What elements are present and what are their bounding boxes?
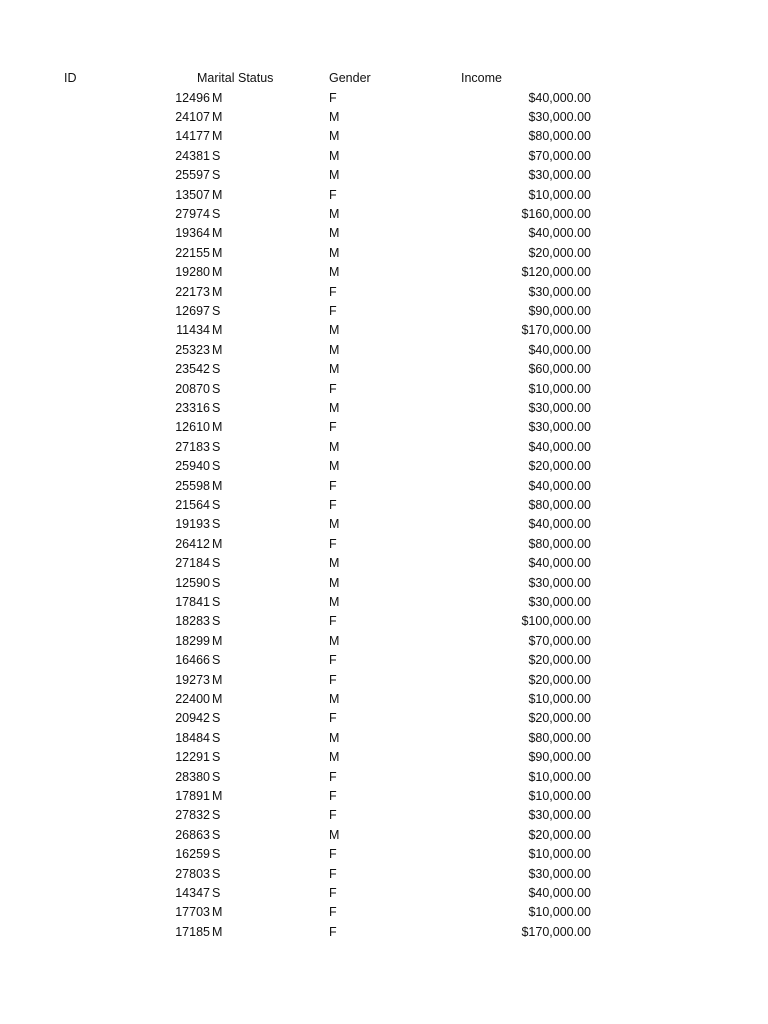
cell-id[interactable]: 26863	[175, 827, 210, 842]
table-row	[0, 321, 768, 340]
cell-gender[interactable]: F	[329, 866, 337, 881]
table-row	[0, 651, 768, 670]
cell-income[interactable]: $100,000.00	[521, 614, 591, 629]
table-row	[0, 729, 768, 748]
cell-gender[interactable]: F	[329, 303, 337, 318]
cell-gender[interactable]: M	[329, 400, 340, 415]
table-row	[0, 612, 768, 631]
cell-id[interactable]: 28380	[175, 769, 210, 784]
cell-income[interactable]: $40,000.00	[528, 556, 591, 571]
cell-id[interactable]: 13507	[175, 187, 210, 202]
cell-income[interactable]: $10,000.00	[528, 381, 591, 396]
cell-gender[interactable]: M	[329, 129, 340, 144]
table-row	[0, 127, 768, 146]
cell-marital-status[interactable]: M	[212, 226, 223, 241]
table-row	[0, 457, 768, 476]
cell-id[interactable]: 19280	[175, 265, 210, 280]
cell-id[interactable]: 22155	[175, 245, 210, 260]
header-gender[interactable]: Gender	[329, 71, 371, 85]
cell-income[interactable]: $40,000.00	[528, 90, 591, 105]
header-income[interactable]: Income	[461, 71, 502, 85]
cell-marital-status[interactable]: M	[212, 478, 223, 493]
cell-gender[interactable]: M	[329, 323, 340, 338]
cell-gender[interactable]: F	[329, 847, 337, 862]
cell-marital-status[interactable]: S	[212, 303, 221, 318]
cell-marital-status[interactable]: M	[212, 342, 223, 357]
cell-gender[interactable]: F	[329, 187, 337, 202]
cell-gender[interactable]: F	[329, 885, 337, 900]
cell-id[interactable]: 25323	[175, 342, 210, 357]
cell-income[interactable]: $20,000.00	[528, 711, 591, 726]
cell-id[interactable]: 17841	[175, 594, 210, 609]
table-row	[0, 690, 768, 709]
table-row	[0, 787, 768, 806]
cell-marital-status[interactable]: S	[212, 459, 221, 474]
cell-marital-status[interactable]: M	[212, 788, 223, 803]
cell-marital-status[interactable]: S	[212, 847, 221, 862]
cell-income[interactable]: $30,000.00	[528, 420, 591, 435]
cell-income[interactable]: $10,000.00	[528, 691, 591, 706]
table-row	[0, 477, 768, 496]
cell-gender[interactable]: M	[329, 750, 340, 765]
table-row	[0, 302, 768, 321]
table-row	[0, 108, 768, 127]
cell-id[interactable]: 24107	[175, 109, 210, 124]
table-row	[0, 244, 768, 263]
cell-marital-status[interactable]: M	[212, 536, 223, 551]
cell-id[interactable]: 27832	[175, 808, 210, 823]
cell-income[interactable]: $20,000.00	[528, 459, 591, 474]
table-row	[0, 496, 768, 515]
cell-marital-status[interactable]: S	[212, 808, 221, 823]
cell-marital-status[interactable]: S	[212, 730, 221, 745]
cell-income[interactable]: $160,000.00	[521, 206, 591, 221]
table-row	[0, 593, 768, 612]
cell-income[interactable]: $90,000.00	[528, 303, 591, 318]
table-row	[0, 399, 768, 418]
cell-marital-status[interactable]: S	[212, 827, 221, 842]
cell-income[interactable]: $70,000.00	[528, 148, 591, 163]
table-row	[0, 632, 768, 651]
cell-marital-status[interactable]: S	[212, 556, 221, 571]
cell-income[interactable]: $120,000.00	[521, 265, 591, 280]
header-marital-status[interactable]: Marital Status	[197, 71, 274, 85]
cell-id[interactable]: 26412	[175, 536, 210, 551]
cell-gender[interactable]: M	[329, 206, 340, 221]
cell-income[interactable]: $80,000.00	[528, 497, 591, 512]
cell-income[interactable]: $60,000.00	[528, 362, 591, 377]
cell-id[interactable]: 12697	[175, 303, 210, 318]
table-row	[0, 224, 768, 243]
cell-income[interactable]: $40,000.00	[528, 885, 591, 900]
table-row	[0, 438, 768, 457]
cell-marital-status[interactable]: S	[212, 711, 221, 726]
cell-gender[interactable]: M	[329, 459, 340, 474]
cell-gender[interactable]: M	[329, 109, 340, 124]
table-row	[0, 671, 768, 690]
table-row	[0, 535, 768, 554]
cell-income[interactable]: $30,000.00	[528, 866, 591, 881]
cell-id[interactable]: 27803	[175, 866, 210, 881]
cell-id[interactable]: 16466	[175, 653, 210, 668]
cell-gender[interactable]: F	[329, 769, 337, 784]
cell-id[interactable]: 17703	[175, 905, 210, 920]
table-row	[0, 341, 768, 360]
table-row	[0, 574, 768, 593]
cell-marital-status[interactable]: M	[212, 924, 223, 939]
cell-gender[interactable]: F	[329, 788, 337, 803]
cell-gender[interactable]: F	[329, 924, 337, 939]
cell-gender[interactable]: M	[329, 575, 340, 590]
cell-income[interactable]: $40,000.00	[528, 226, 591, 241]
cell-income[interactable]: $10,000.00	[528, 187, 591, 202]
cell-marital-status[interactable]: M	[212, 129, 223, 144]
cell-id[interactable]: 19193	[175, 517, 210, 532]
cell-marital-status[interactable]: M	[212, 284, 223, 299]
cell-income[interactable]: $80,000.00	[528, 536, 591, 551]
cell-marital-status[interactable]: S	[212, 517, 221, 532]
cell-marital-status[interactable]: M	[212, 633, 223, 648]
table-row	[0, 806, 768, 825]
table-row	[0, 147, 768, 166]
cell-marital-status[interactable]: S	[212, 866, 221, 881]
table-row	[0, 884, 768, 903]
cell-income[interactable]: $170,000.00	[521, 323, 591, 338]
cell-id[interactable]: 27974	[175, 206, 210, 221]
cell-income[interactable]: $30,000.00	[528, 594, 591, 609]
cell-gender[interactable]: M	[329, 691, 340, 706]
cell-income[interactable]: $20,000.00	[528, 653, 591, 668]
cell-gender[interactable]: F	[329, 420, 337, 435]
cell-income[interactable]: $30,000.00	[528, 168, 591, 183]
cell-marital-status[interactable]: M	[212, 672, 223, 687]
table-row	[0, 186, 768, 205]
cell-marital-status[interactable]: S	[212, 653, 221, 668]
cell-id[interactable]: 20942	[175, 711, 210, 726]
cell-id[interactable]: 20870	[175, 381, 210, 396]
cell-gender[interactable]: F	[329, 711, 337, 726]
cell-marital-status[interactable]: S	[212, 885, 221, 900]
cell-gender[interactable]: M	[329, 342, 340, 357]
cell-income[interactable]: $40,000.00	[528, 478, 591, 493]
cell-id[interactable]: 18484	[175, 730, 210, 745]
table-row	[0, 360, 768, 379]
cell-gender[interactable]: M	[329, 265, 340, 280]
cell-income[interactable]: $10,000.00	[528, 788, 591, 803]
cell-gender[interactable]: F	[329, 90, 337, 105]
cell-gender[interactable]: F	[329, 478, 337, 493]
cell-marital-status[interactable]: S	[212, 381, 221, 396]
header-id[interactable]: ID	[64, 71, 77, 85]
cell-gender[interactable]: M	[329, 439, 340, 454]
cell-gender[interactable]: F	[329, 808, 337, 823]
cell-id[interactable]: 25597	[175, 168, 210, 183]
cell-marital-status[interactable]: S	[212, 575, 221, 590]
cell-id[interactable]: 12610	[175, 420, 210, 435]
cell-id[interactable]: 18283	[175, 614, 210, 629]
cell-gender[interactable]: M	[329, 148, 340, 163]
cell-marital-status[interactable]: S	[212, 400, 221, 415]
cell-marital-status[interactable]: S	[212, 439, 221, 454]
cell-income[interactable]: $80,000.00	[528, 730, 591, 745]
table-row	[0, 865, 768, 884]
cell-id[interactable]: 25598	[175, 478, 210, 493]
cell-gender[interactable]: M	[329, 517, 340, 532]
cell-income[interactable]: $40,000.00	[528, 517, 591, 532]
cell-income[interactable]: $90,000.00	[528, 750, 591, 765]
cell-income[interactable]: $30,000.00	[528, 808, 591, 823]
cell-gender[interactable]: M	[329, 226, 340, 241]
cell-id[interactable]: 23316	[175, 400, 210, 415]
cell-gender[interactable]: M	[329, 827, 340, 842]
cell-gender[interactable]: M	[329, 594, 340, 609]
cell-marital-status[interactable]: M	[212, 245, 223, 260]
cell-id[interactable]: 19364	[175, 226, 210, 241]
cell-gender[interactable]: M	[329, 168, 340, 183]
cell-marital-status[interactable]: S	[212, 769, 221, 784]
header-row	[0, 69, 768, 88]
cell-gender[interactable]: F	[329, 284, 337, 299]
cell-marital-status[interactable]: M	[212, 420, 223, 435]
table-row	[0, 923, 768, 942]
cell-income[interactable]: $10,000.00	[528, 905, 591, 920]
cell-marital-status[interactable]: S	[212, 594, 221, 609]
cell-income[interactable]: $20,000.00	[528, 245, 591, 260]
table-row	[0, 554, 768, 573]
table-row	[0, 845, 768, 864]
table-row	[0, 418, 768, 437]
cell-id[interactable]: 16259	[175, 847, 210, 862]
cell-income[interactable]: $30,000.00	[528, 109, 591, 124]
cell-marital-status[interactable]: S	[212, 206, 221, 221]
cell-income[interactable]: $40,000.00	[528, 439, 591, 454]
cell-marital-status[interactable]: S	[212, 362, 221, 377]
cell-marital-status[interactable]: M	[212, 905, 223, 920]
cell-income[interactable]: $10,000.00	[528, 769, 591, 784]
cell-gender[interactable]: F	[329, 536, 337, 551]
cell-id[interactable]: 19273	[175, 672, 210, 687]
cell-income[interactable]: $70,000.00	[528, 633, 591, 648]
cell-id[interactable]: 22400	[175, 691, 210, 706]
cell-id[interactable]: 25940	[175, 459, 210, 474]
cell-gender[interactable]: M	[329, 245, 340, 260]
cell-id[interactable]: 24381	[175, 148, 210, 163]
cell-marital-status[interactable]: M	[212, 265, 223, 280]
table-row	[0, 826, 768, 845]
cell-marital-status[interactable]: S	[212, 148, 221, 163]
cell-marital-status[interactable]: M	[212, 691, 223, 706]
cell-id[interactable]: 12291	[175, 750, 210, 765]
cell-id[interactable]: 27184	[175, 556, 210, 571]
cell-gender[interactable]: F	[329, 497, 337, 512]
cell-marital-status[interactable]: M	[212, 323, 223, 338]
table-row	[0, 263, 768, 282]
cell-income[interactable]: $20,000.00	[528, 672, 591, 687]
cell-gender[interactable]: F	[329, 653, 337, 668]
cell-income[interactable]: $30,000.00	[528, 284, 591, 299]
cell-id[interactable]: 14347	[175, 885, 210, 900]
table-row	[0, 89, 768, 108]
table-row	[0, 166, 768, 185]
cell-marital-status[interactable]: S	[212, 497, 221, 512]
cell-gender[interactable]: M	[329, 556, 340, 571]
cell-income[interactable]: $40,000.00	[528, 342, 591, 357]
cell-income[interactable]: $10,000.00	[528, 847, 591, 862]
cell-id[interactable]: 22173	[175, 284, 210, 299]
cell-id[interactable]: 11434	[176, 323, 210, 338]
cell-id[interactable]: 21564	[175, 497, 210, 512]
cell-marital-status[interactable]: M	[212, 109, 223, 124]
cell-gender[interactable]: F	[329, 381, 337, 396]
table-row	[0, 283, 768, 302]
cell-marital-status[interactable]: S	[212, 168, 221, 183]
table-row	[0, 903, 768, 922]
table-row	[0, 768, 768, 787]
cell-id[interactable]: 14177	[175, 129, 210, 144]
cell-id[interactable]: 23542	[175, 362, 210, 377]
cell-marital-status[interactable]: S	[212, 750, 221, 765]
cell-id[interactable]: 17185	[175, 924, 210, 939]
table-row	[0, 205, 768, 224]
cell-id[interactable]: 12590	[175, 575, 210, 590]
cell-income[interactable]: $20,000.00	[528, 827, 591, 842]
cell-gender[interactable]: M	[329, 362, 340, 377]
table-row	[0, 709, 768, 728]
cell-gender[interactable]: F	[329, 905, 337, 920]
table-row	[0, 380, 768, 399]
cell-id[interactable]: 17891	[175, 788, 210, 803]
cell-gender[interactable]: M	[329, 633, 340, 648]
cell-id[interactable]: 12496	[175, 90, 210, 105]
cell-income[interactable]: $30,000.00	[528, 400, 591, 415]
cell-marital-status[interactable]: M	[212, 187, 223, 202]
cell-gender[interactable]: F	[329, 614, 337, 629]
cell-income[interactable]: $170,000.00	[521, 924, 591, 939]
cell-gender[interactable]: M	[329, 730, 340, 745]
cell-id[interactable]: 18299	[175, 633, 210, 648]
cell-marital-status[interactable]: S	[212, 614, 221, 629]
cell-income[interactable]: $30,000.00	[528, 575, 591, 590]
cell-id[interactable]: 27183	[175, 439, 210, 454]
cell-gender[interactable]: F	[329, 672, 337, 687]
cell-marital-status[interactable]: M	[212, 90, 223, 105]
table-row	[0, 515, 768, 534]
table-row	[0, 748, 768, 767]
cell-income[interactable]: $80,000.00	[528, 129, 591, 144]
